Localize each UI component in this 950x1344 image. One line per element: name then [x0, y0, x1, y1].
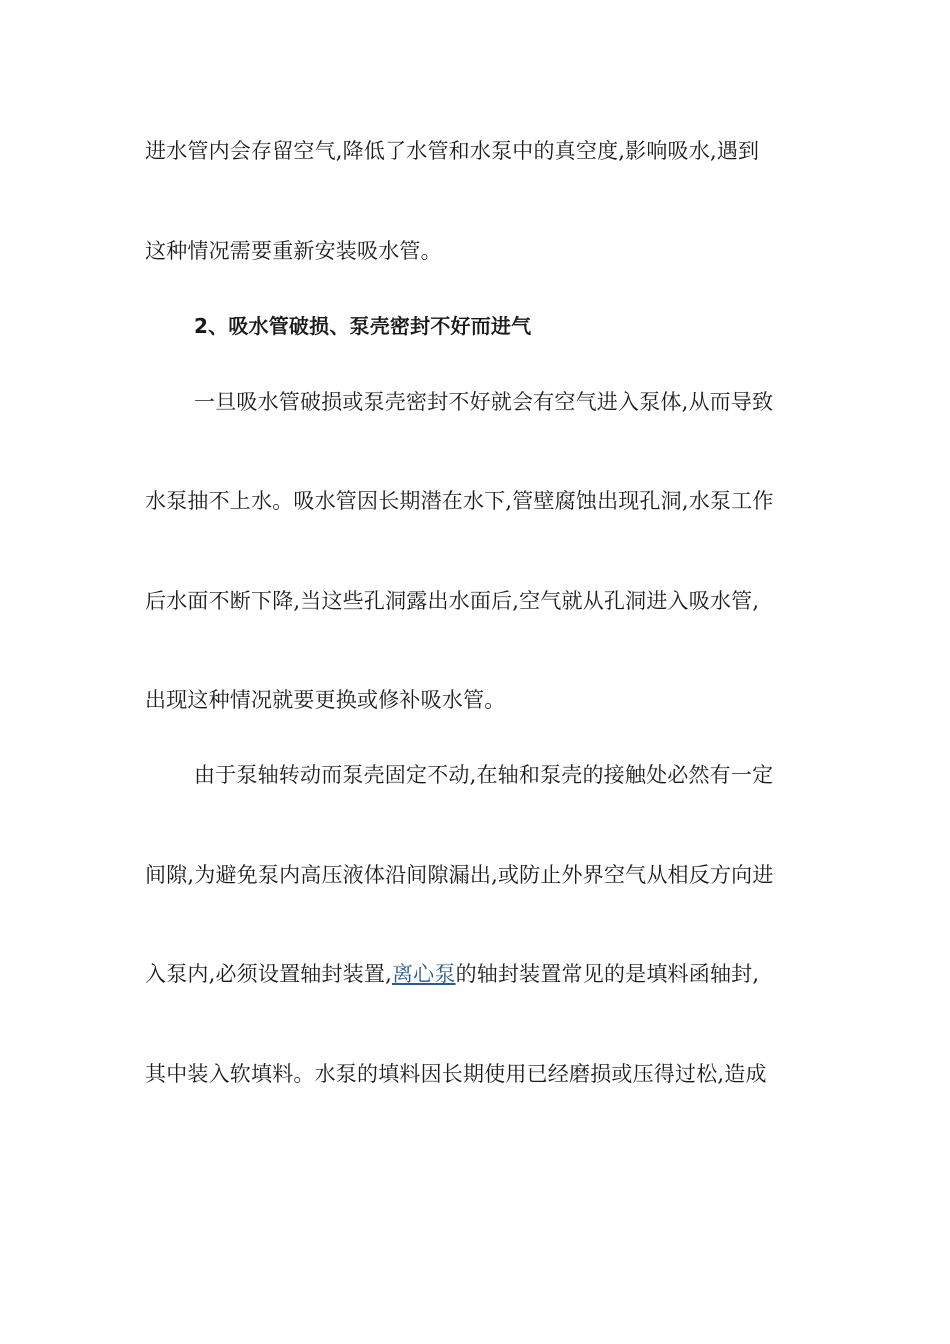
paragraph-3-line-3-before: 入泵内,必须设置轴封装置,: [145, 962, 392, 986]
paragraph-3-line-3: [145, 960, 759, 988]
paragraph-1-line-1: 进水管内会存留空气,降低了水管和水泵中的真空度,影响吸水,遇到: [145, 139, 760, 163]
paragraph-3-line-1: 由于泵轴转动而泵壳固定不动,在轴和泵壳的接触处必然有一定: [194, 763, 774, 787]
paragraph-3-line-4: 其中装入软填料。水泵的填料因长期使用已经磨损或压得过松,造成: [145, 1062, 767, 1086]
paragraph-2-line-2: 水泵抽不上水。吸水管因长期潜在水下,管壁腐蚀出现孔洞,水泵工作: [145, 489, 774, 513]
paragraph-2-line-1: 一旦吸水管破损或泵壳密封不好就会有空气进入泵体,从而导致: [194, 390, 774, 414]
paragraph-2-line-4: 出现这种情况就要更换或修补吸水管。: [145, 688, 506, 712]
paragraph-3-line-2: 间隙,为避免泵内高压液体沿间隙漏出,或防止外界空气从相反方向进: [145, 863, 774, 887]
paragraph-1-line-2: 这种情况需要重新安装吸水管。: [145, 239, 442, 263]
paragraph-3-line-3-after: 的轴封装置常见的是填料函轴封,: [455, 962, 760, 986]
section-heading: 2、吸水管破损、泵壳密封不好而进气: [194, 314, 532, 338]
paragraph-2-line-3: 后水面不断下降,当这些孔洞露出水面后,空气就从孔洞进入吸水管,: [145, 589, 760, 613]
centrifugal-pump-link[interactable]: 离心泵: [391, 962, 456, 986]
